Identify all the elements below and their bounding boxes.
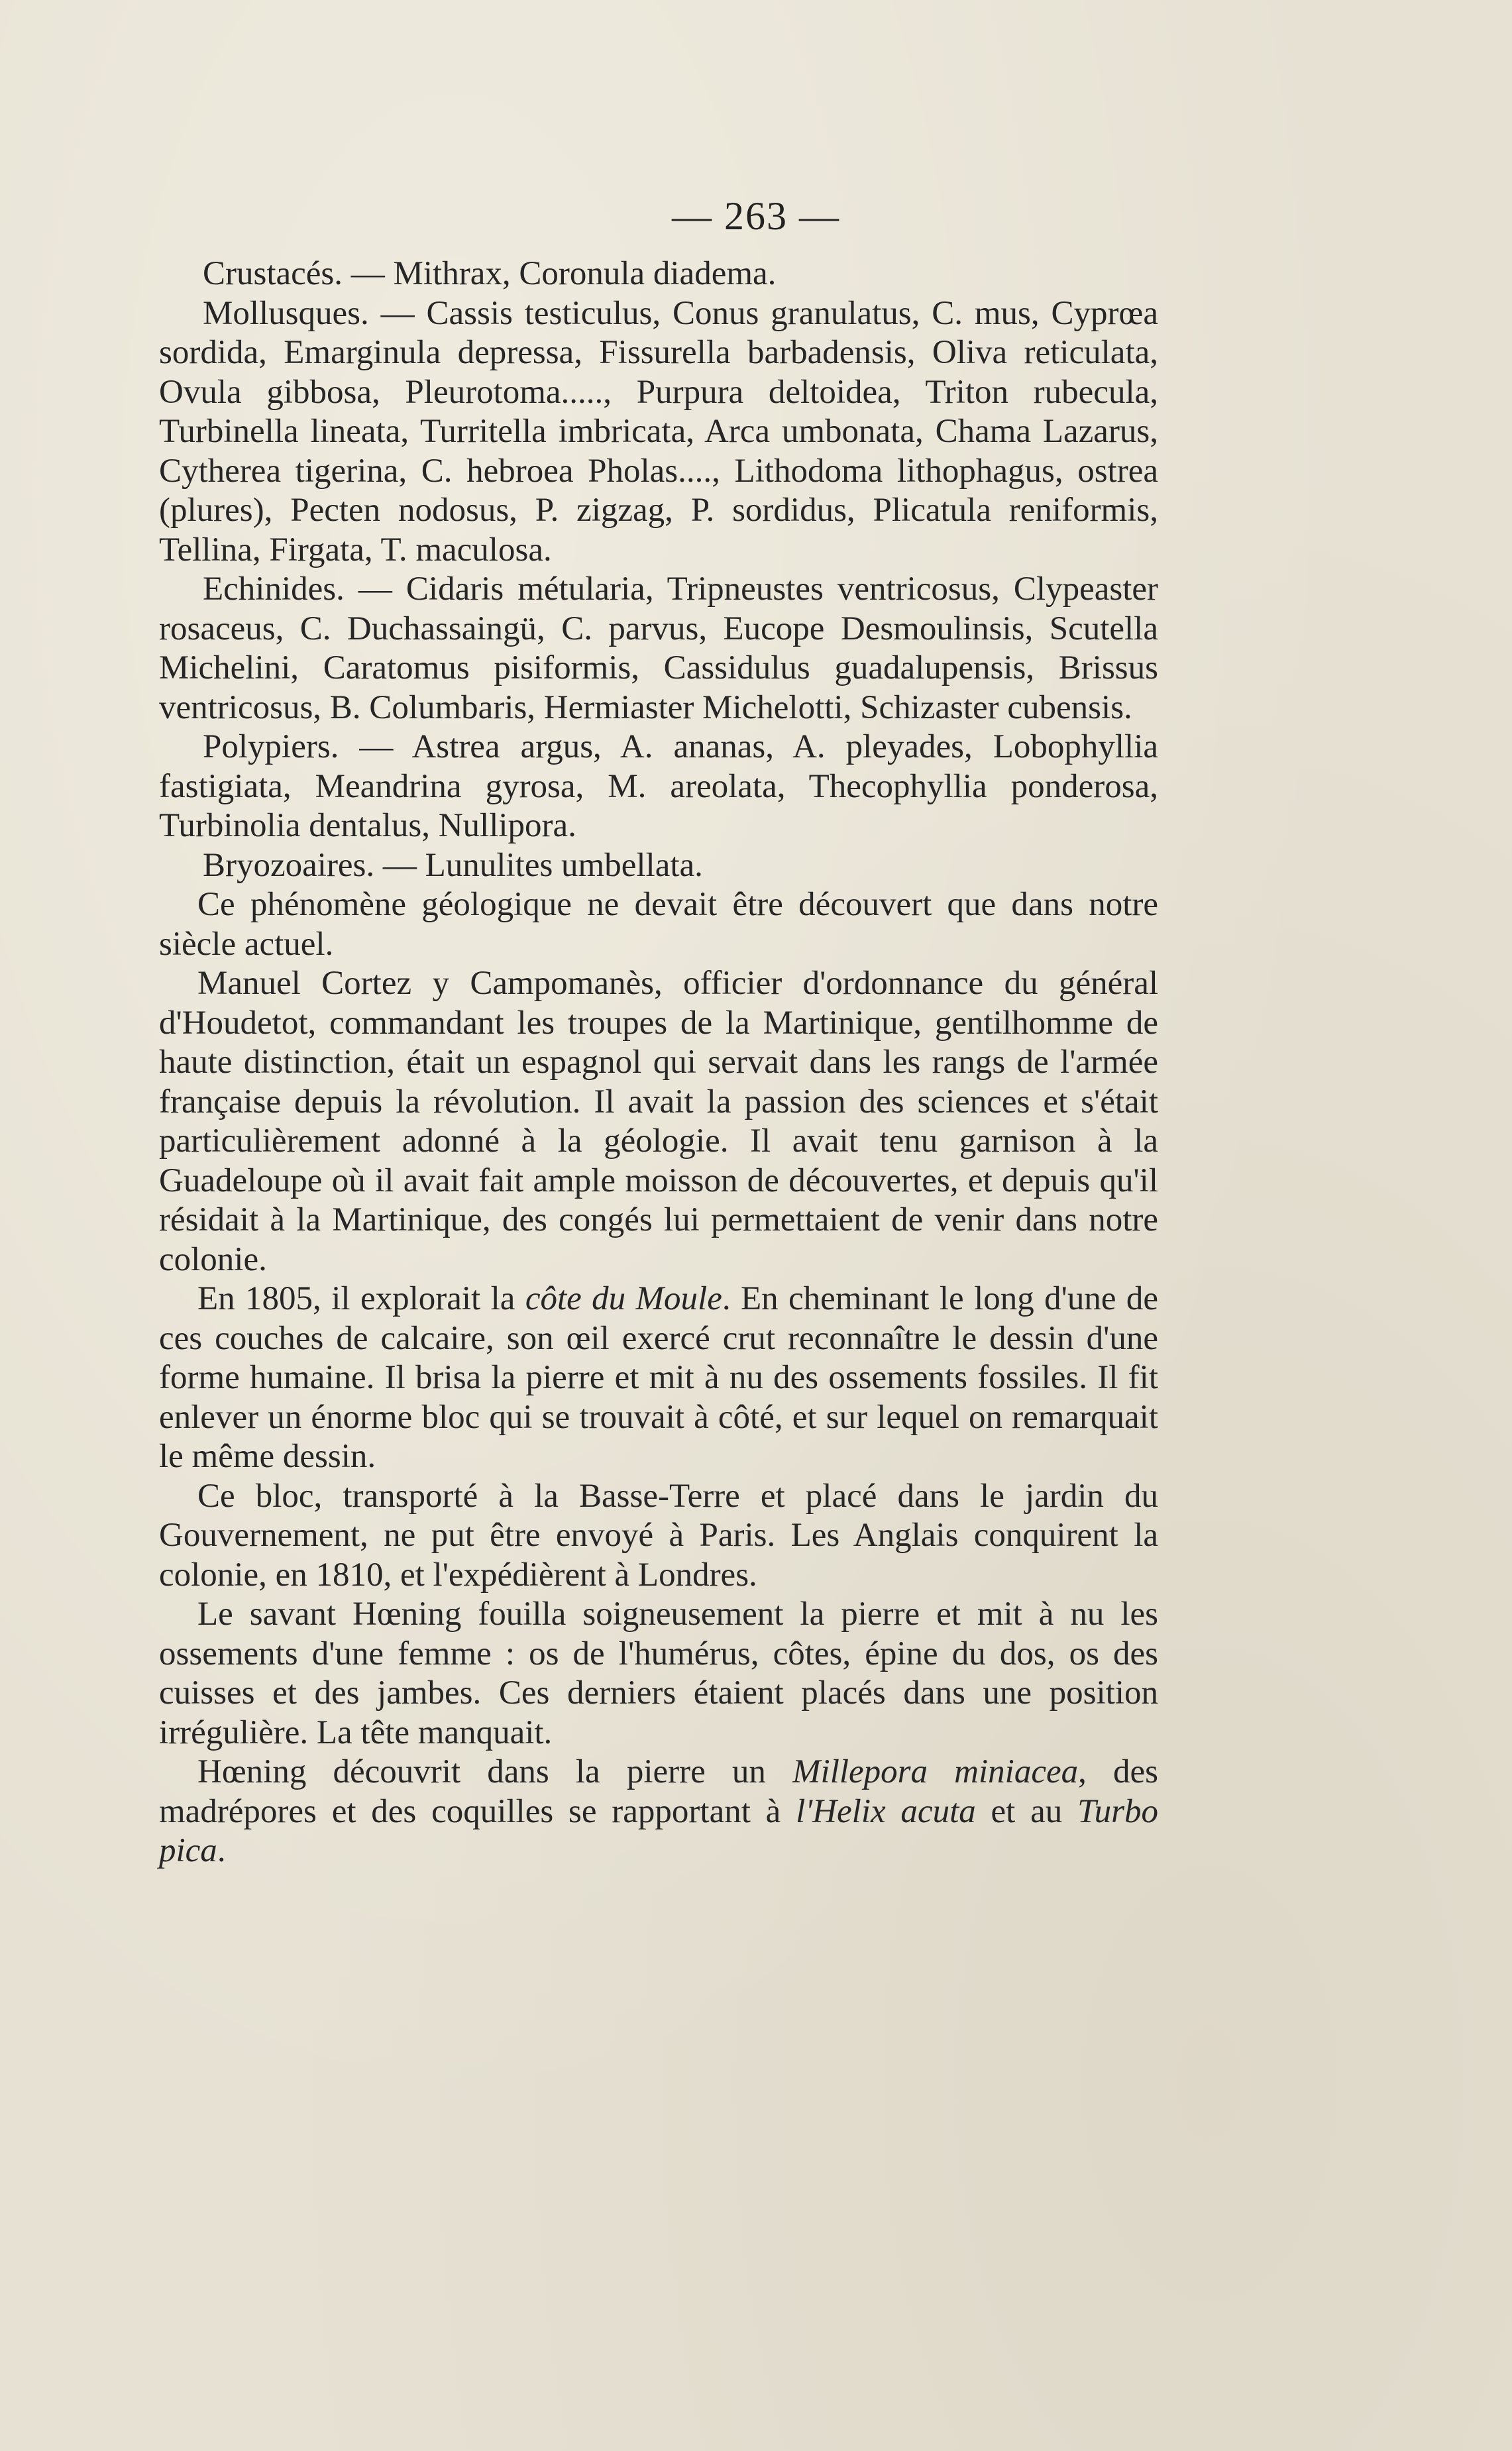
text-run: . En cheminant le long d'une de ces couches de calcaire, son œil exercé crut reconnaître le dessin d'une forme humaine. Il brisa la pierre et mit à nu des ossements fossiles. Il fit enlever un énorme bloc qui se trouvait à côté, et sur lequel on remarquait le même dessin. [159,1280,1158,1475]
paragraph-bloc: Ce bloc, transporté à la Basse-Terre et placé dans le jardin du Gouvernement, ne put être envoyé à Paris. Les Anglais conquirent la colonie, en 1810, et l'expédièrent à Londres. [159,1477,1158,1594]
italic-species-name: Millepora miniacea [792,1753,1079,1790]
paragraph-hoening [159,1753,1158,1871]
paragraph-en-1805 [159,1280,1158,1477]
text-run: Hœning découvrit dans la pierre un [197,1753,793,1790]
italic-species-name: l'Helix acuta [796,1792,976,1830]
paragraph-echinides: Echinides. — Cidaris métularia, Tripneustes ventricosus, Clypeaster rosaceus, C. Duchassaingü, C. parvus, Eucope Desmoulinsis, Scutella Michelini, Caratomus pisiformis, Cassidulus guadalupensis, Brissus ventricosus, B. Columbaris, Hermiaster Michelotti, Schizaster cubensis. [159,571,1158,726]
page-number: — 263 — [672,194,840,238]
paragraph-crustaces: Crustacés. — Mithrax, Coronula diadema. [203,255,777,292]
italic-species-name: Turbo pica [159,1792,1158,1869]
paragraph-savant: Le savant Hœning fouilla soigneusement la pierre et mit à nu les ossements d'une femme : os de l'humérus, côtes, épine du dos, os des cuisses et des jambes. Ces derniers étaient placés dans une position irrégulière. La tête manquait. [159,1596,1158,1751]
body-text [159,254,1158,1871]
paragraph-mollusques: Mollusques. — Cassis testiculus, Conus granulatus, C. mus, Cyprœa sordida, Emarginula depressa, Fissurella barbadensis, Oliva reticulata, Ovula gibbosa, Pleurotoma....., Purpura deltoidea, Triton rubecula, Turbinella lineata, Turritella imbricata, Arca umbonata, Chama Lazarus, Cytherea tigerina, C. hebroea Pholas...., Lithodoma lithophagus, ostrea (plures), Pecten nodosus, P. zigzag, P. sordidus, Plicatula reniformis, Tellina, Firgata, T. maculosa. [159,294,1158,569]
text-run: et au [975,1792,1078,1830]
italic-place-name: côte du Moule [525,1280,722,1317]
text-run: , des madrépores et des coquilles se rapportant à [159,1753,1159,1830]
text-run: . [217,1832,226,1869]
text-run: En 1805, il explorait la [197,1280,525,1317]
paragraph-manuel-cortez: Manuel Cortez y Campomanès, officier d'ordonnance du général d'Houdetot, commandant les troupes de la Martinique, gentilhomme de haute distinction, était un espagnol qui servait dans les rangs de l'armée française depuis la révolution. Il avait la passion des sciences et s'était particulièrement adonné à la géologie. Il avait tenu garnison à la Guadeloupe où il avait fait ample moisson de découvertes, et depuis qu'il résidait à la Martinique, des congés lui permettaient de venir dans notre colonie. [159,965,1158,1278]
paragraph-phenomene: Ce phénomène géologique ne devait être découvert que dans notre siècle actuel. [159,886,1158,963]
paragraph-bryozoaires: Bryozoaires. — Lunulites umbellata. [203,846,703,884]
paragraph-polypiers: Polypiers. — Astrea argus, A. ananas, A. pleyades, Lobophyllia fastigiata, Meandrina gyrosa, M. areolata, Thecophyllia ponderosa, Turbinolia dentalus, Nullipora. [159,728,1158,844]
